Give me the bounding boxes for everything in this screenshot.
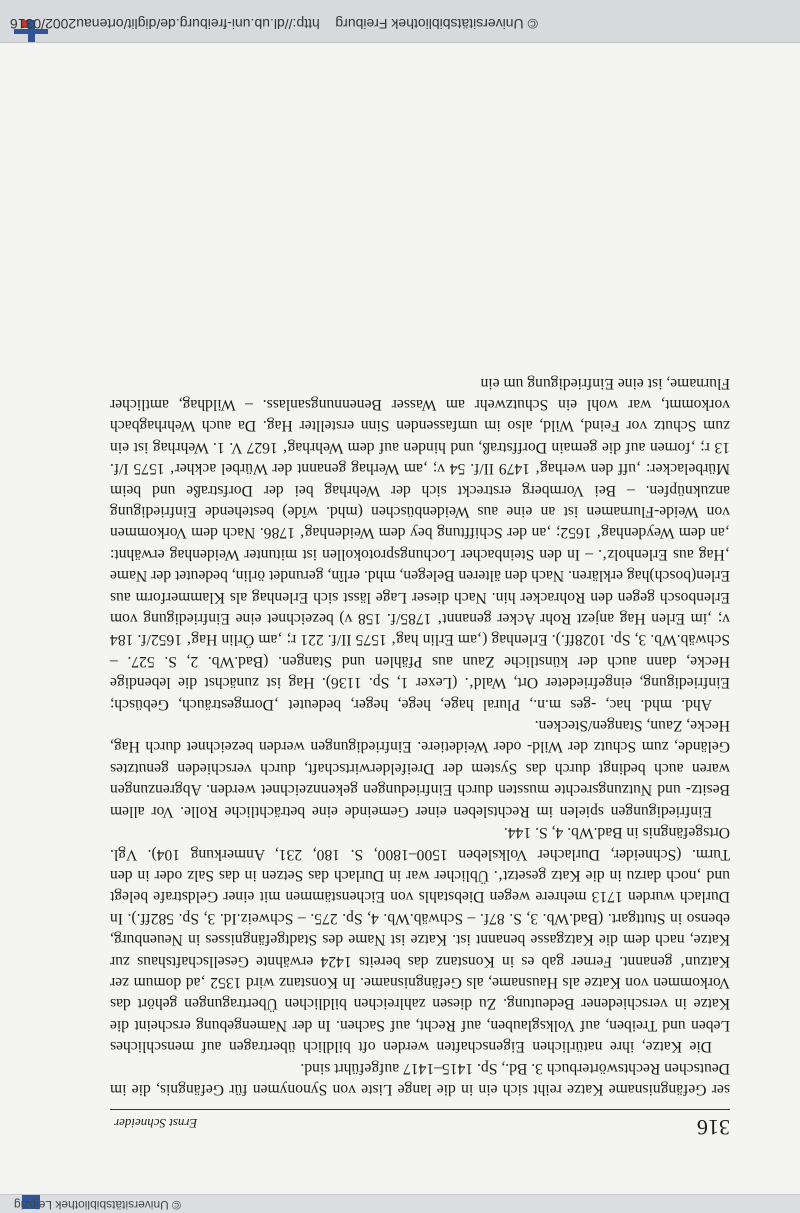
running-head-author: Ernst Schneider: [114, 1116, 198, 1131]
paragraph: Ahd. mhd. hac, -ges m.n., Plural hage, hege, heger, bedeutet ‚Dorngesträuch, Gebüsch; Einfriedigung, eingefriedeter Ort, Wald‘. (Lexer 1, Sp. 1136). Hag ist zunächst die lebendige Hecke, dann auch der künstliche Zaun aus Pfählen und Stangen. (Bad.Wb. 2, S. 527. – Schwäb.Wb. 3, Sp. 1028ff.). Erlenhag (‚am Erlin hag‘ 1575 II/f. 221 r; ‚am Örlin Hag‘ 1652/f. 184 v; ‚im Erlen Hag anjezt Rohr Acker genannt‘ 1785/f. 158 v) bezeichnet eine Einfriedigung vom Erlenbosch gegen den Rohracker hin. Nach dieser Lage lässt sich Erlenhag als Klammerform aus Erlen(bosch)hag erklären. Nach den älteren Belegen, mhd. erlîn, gerundet örlin, bedeutet der Name ‚Hag aus Erlenholz‘. – In den Steinbacher Lochungsprotokollen ist mitunter Weidenhag erwähnt: ‚an dem Weydenhag‘ 1652; ‚an der Schifftung bey dem Weidenhag‘ 1786. Nach dem Vorkommen von Weide-Flurnamen ist an eine aus Weidenbüschen (mhd. wîde) bestehende Einfriedigung anzuknüpfen. – Bei Vormberg erstreckt sich der Wehrhag bei der Dorfstraße und beim Mürbelacker: ‚uff den werhag‘ 1479 II/f. 54 v; ‚am Werhag genannt der Würbel ackher‘ 1575 I/f. 13 r; ‚fornen auf die gemain Dorffstraß, und hinden auf dem Wehrhag‘ 1627 V. 1. Wehrhag ist ein zum Schutz vor Feind, Wild, also im umfassenden Sinn erstellter Hag. Da auch Wehrhagbach vorkommt, war wohl ein Schutzwehr am Wasser Benennungsanlass. – Wildhag, amtlicher Flurname, ist eine Einfriedigung um ein: [110, 374, 730, 713]
paragraph: Die Katze, ihre natürlichen Eigenschaften werden oft bildlich übertragen auf menschliches Leben und Treiben, auf Volksglauben, auf Recht, auf Sachen. In der Namengebung erscheint die Katze in verschiedener Bedeutung. Zu diesen zahlreichen bildlichen Übertragungen gehört das Vorkommen von Katze als Hausname, als Gefängnisname. In Konstanz wird 1352 ‚ad domum zer Katzun‘ genannt. Ferner gab es in Konstanz das bereits 1424 erwähnte Gesellschaftshaus zur Katze, nach dem die Katzgasse benannt ist. Katze ist Name des Stadtgefängnisses in Neuenburg, ebenso in Stuttgart. (Bad.Wb. 3, S. 87f. – Schwäb.Wb. 4, Sp. 275. – Schweiz.Id. 3, Sp. 582ff.). In Durlach wurden 1713 mehrere wegen Diebstahls von Eichenstämmen mit einer Geldstrafe belegt und ‚noch darzu in die Katz gesetzt‘. Üblicher war in Durlach das Setzen in das Salz oder in den Turm. (Schneider, Durlacher Volksleben 1500–1800, S. 180, 231, Anmerkung 104). Vgl. Ortsgefängnis in Bad.Wb. 4, S. 144.: [110, 824, 730, 1056]
book-page: [40, 80, 760, 1140]
paragraph: Einfriedigungen spielen im Rechtsleben einer Gemeinde eine beträchtliche Rolle. Vor allem Besitz- und Nutzungsrechte mussten durch Einfriedungen gekennzeichnet werden. Abgrenzungen waren auch bedingt durch das System der Dreifelderwirtschaft, durch verschieden genutztes Gelände, zum Schutz der Wild- oder Weidetiere. Einfriedigungen werden bezeichnet durch Hag, Hecke, Zaun, Stangen/Stecken.: [110, 717, 730, 820]
repository-header: [0, 0, 800, 43]
paragraph: ser Gefängnisname Katze reiht sich ein in die lange Liste von Synonymen für Gefängnis, die im Deutschen Rechtswörterbuch 3. Bd., Sp. 1415–1417 aufgeführt sind.: [110, 1059, 730, 1098]
repository-footer: [0, 1194, 800, 1213]
running-head: [110, 1109, 730, 1140]
source-url[interactable]: [10, 16, 538, 32]
footer-library-credit: © Universitätsbibliothek Leipzig: [14, 1198, 181, 1212]
library-credit: © Universitätsbibliothek Freiburg: [335, 16, 538, 32]
page-body: [110, 372, 730, 1100]
url-text: http://dl.ub.uni-freiburg.de/diglit/ortenau2002/0316: [10, 16, 320, 32]
page-number: 316: [697, 1115, 730, 1140]
